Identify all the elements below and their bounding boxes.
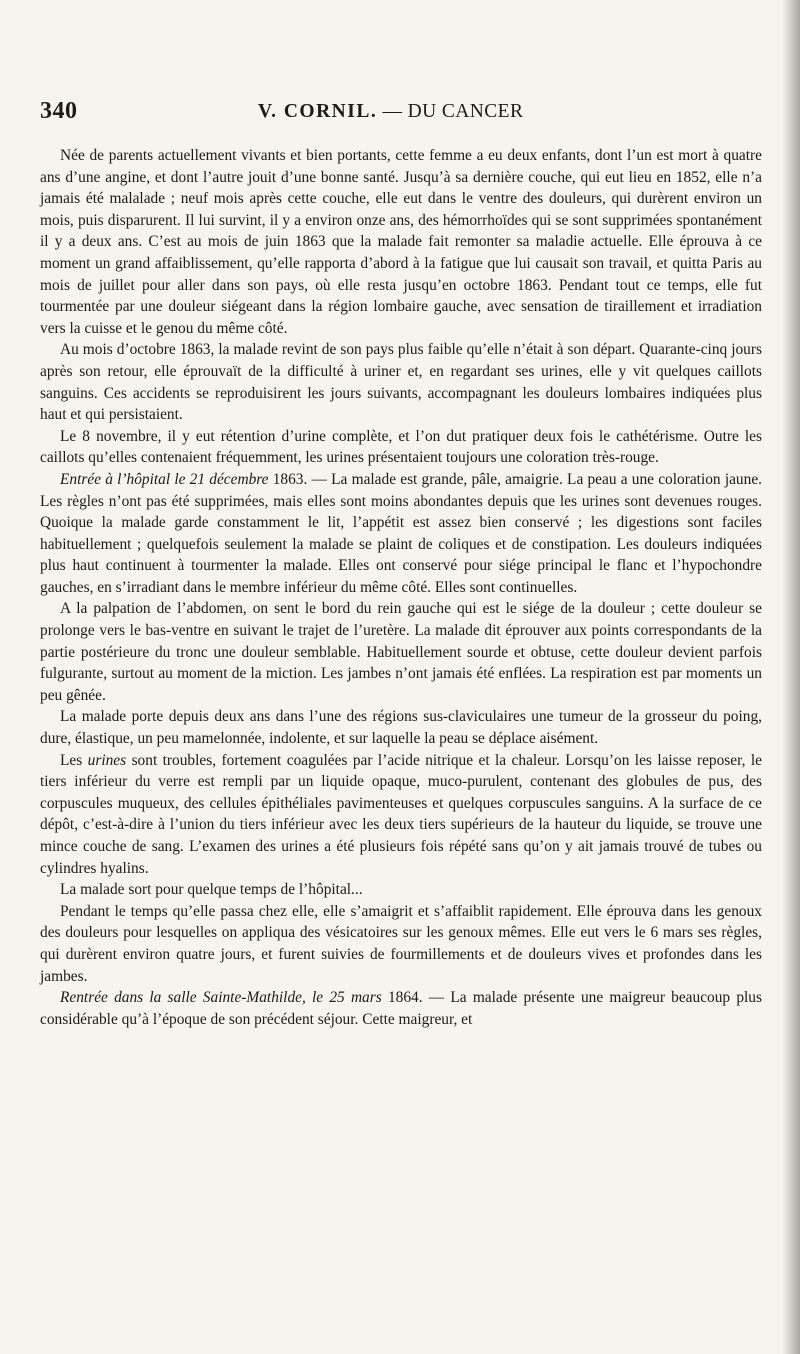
section-lead: urines xyxy=(87,751,127,769)
section-lead: Rentrée dans la salle Sainte-Mathilde, le 25 mars xyxy=(60,989,382,1007)
paragraph-6: La malade porte depuis deux ans dans l’une des régions sus-claviculaires une tumeur de la grosseur du poing, dure, élastique, un peu mamelonnée, indolente, et sur laquelle la peau se déplace aisément. xyxy=(40,708,762,748)
paragraph-4: Entrée à l’hôpital le 21 décembre 1863. — La malade est grande, pâle, amaigrie. La peau a une coloration jaune. Les règles n’ont pas été supprimées, mais elles sont moins abondantes depuis que les urines sont devenues rouges. Quoique la malade garde constamment le lit, l’appétit est assez bien conservé ; les digestions sont faciles habituellement ; quelquefois seulement la malade se plaint de coliques et de constipation. Les douleurs indiquées plus haut continuent à tourmenter la malade. Elles ont conservé pour siége principal le flanc et l’hypochondre gauches, en s’irradiant dans le membre inférieur du même côté. Elles sont continuelles. xyxy=(40,470,762,596)
header-separator: — xyxy=(377,101,408,122)
paragraph-3: Le 8 novembre, il y eut rétention d’urine complète, et l’on dut pratiquer deux fois le cathétérisme. Outre les caillots qu’elles contenaient fréquemment, les urines présentaient toujours une coloration très-rouge. xyxy=(40,427,762,467)
body-text xyxy=(40,145,762,1030)
running-header xyxy=(40,98,760,130)
paragraph-9: Pendant le temps qu’elle passa chez elle, elle s’amaigrit et s’affaiblit rapidement. Elle éprouva dans les genoux des douleurs pour lesquelles on appliqua des vésicatoires sur les genoux mêmes. Elle eut vers le 6 mars ses règles, qui durèrent environ quatre jours, et furent suivies de fourmillements et de douleurs vives et profondes dans les jambes. xyxy=(40,902,762,985)
paragraph-1: Née de parents actuellement vivants et bien portants, cette femme a eu deux enfants, dont l’un est mort à quatre ans d’une angine, et dont l’autre jouit d’une bonne santé. Jusqu’à sa dernière couche, qui eut lieu en 1852, elle n’a jamais été malalade ; neuf mois après cette couche, elle eut dans le ventre des douleurs, qui durèrent environ un mois, puis disparurent. Il lui survint, il y a environ onze ans, des hémorrhoïdes qui se sont supprimées spontanément il y a deux ans. C’est au mois de juin 1863 que la malade fait remonter sa maladie actuelle. Elle éprouva à ce moment un grand affaiblissement, qu’elle rapporta d’abord à la fatigue que lui causait son travail, et quitta Paris au mois de juillet pour aller dans son pays, où elle resta jusqu’en octobre 1863. Pendant tout ce temps, elle fut tourmentée par une douleur siégeant dans la région lombaire gauche, avec sensation de tiraillement et irradiation vers la cuisse et le genou du même côté. xyxy=(40,147,762,337)
page-edge-shadow xyxy=(782,0,800,1354)
running-head xyxy=(258,101,523,123)
paragraph-5: A la palpation de l’abdomen, on sent le bord du rein gauche qui est le siége de la douleur ; cette douleur se prolonge vers le bas-ventre en suivant le trajet de l’uretère. La malade dit éprouver aux points correspondants de la partie postérieure du tronc une douleur semblable. Habituellement sourde et obtuse, cette douleur devient parfois fulgurante, surtout au moment de la miction. Les jambes n’ont jamais été enflées. La respiration est par moments un peu gênée. xyxy=(40,600,762,704)
paragraph-10: Rentrée dans la salle Sainte-Mathilde, le 25 mars 1864. — La malade présente une maigreur beaucoup plus considérable qu’à l’époque de son précédent séjour. Cette maigreur, et xyxy=(40,989,762,1028)
paragraph-2: Au mois d’octobre 1863, la malade revint de son pays plus faible qu’elle n’était à son départ. Quarante-cinq jours après son retour, elle éprouvaït de la difficulté à uriner et, en regardant ses urines, elle y vit quelques caillots sanguins. Ces accidents se reproduisirent les jours suivants, accompagnant les douleurs lombaires indiquées plus haut et qui persistaient. xyxy=(40,341,762,424)
page-number: 340 xyxy=(40,98,78,124)
section-lead: Entrée à l’hôpital le 21 décembre xyxy=(60,470,269,488)
paragraph-8: La malade sort pour quelque temps de l’hôpital... xyxy=(60,881,363,899)
author-name: V. CORNIL. xyxy=(258,101,378,122)
chapter-title: DU CANCER xyxy=(407,101,524,122)
paragraph-7: Les urines sont troubles, fortement coagulées par l’acide nitrique et la chaleur. Lorsqu’on les laisse reposer, le tiers inférieur du verre est rempli par un liquide opaque, muco-purulent, contenant des globules de pus, des corpuscules muqueux, des cellules épithéliales pavimenteuses et quelques corpuscules sanguins. A la surface de ce dépôt, c’est-à-dire à l’union du tiers inférieur avec les deux tiers supérieurs de la hauteur du liquide, se trouve une mince couche de sang. L’examen des urines a été plusieurs fois répété sans qu’on y ait jamais trouvé de tubes ou cylindres hyalins. xyxy=(40,751,762,877)
